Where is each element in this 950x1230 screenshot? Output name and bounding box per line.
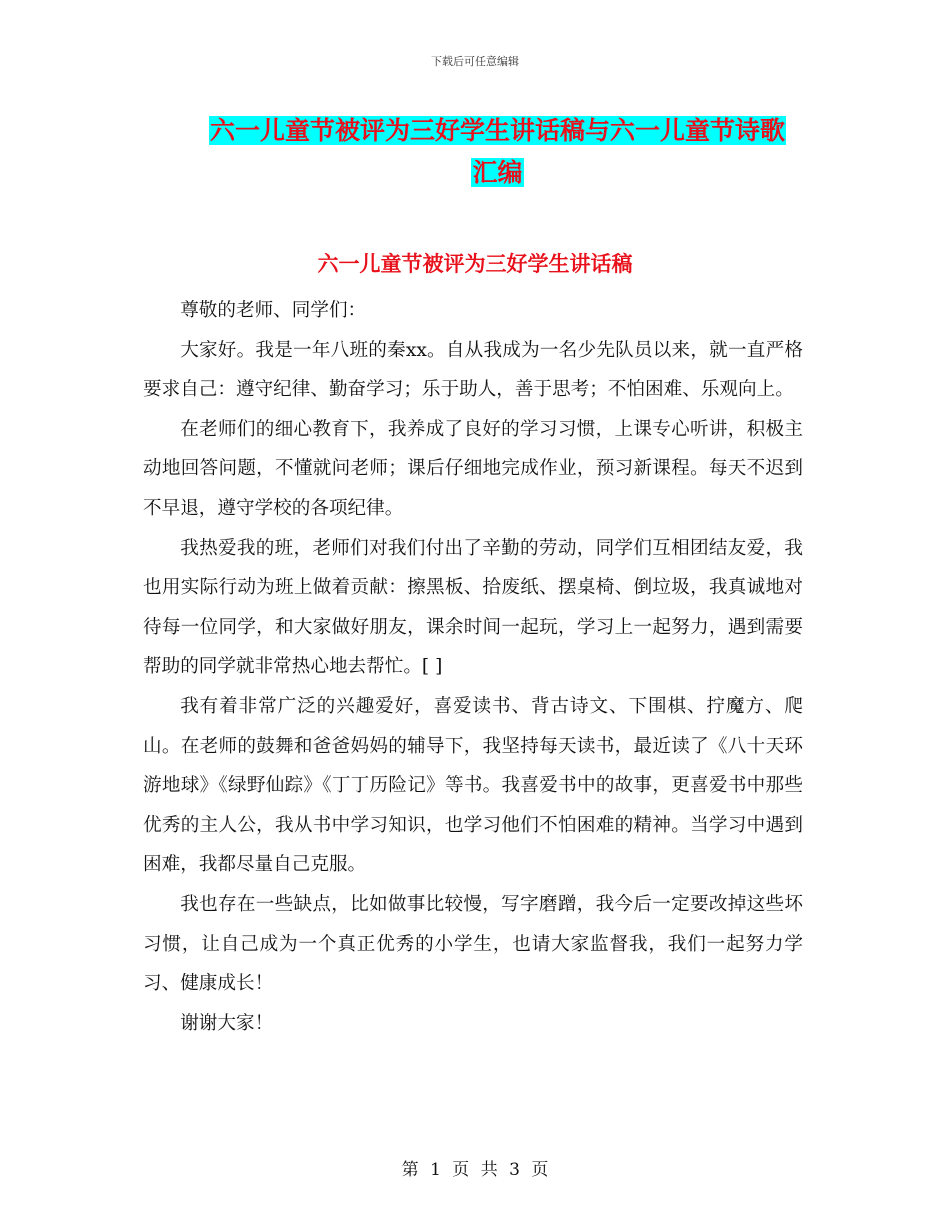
paragraph: 我热爱我的班，老师们对我们付出了辛勤的劳动，同学们互相团结友爱，我也用实际行动为班上做着贡献：擦黑板、拾废纸、摆桌椅、倒垃圾，我真诚地对待每一位同学，和大家做好朋友，课余时间一起玩，学习上一起努力，遇到需要帮助的同学就非常热心地去帮忙。[ ] (143, 537, 803, 678)
speech-body (143, 291, 803, 1043)
paragraph: 在老师们的细心教育下，我养成了良好的学习习惯，上课专心听讲，积极主动地回答问题，不懂就问老师；课后仔细地完成作业，预习新课程。每天不迟到不早退，遵守学校的各项纪律。 (143, 418, 803, 519)
paragraph: 我有着非常广泛的兴趣爱好，喜爱读书、背古诗文、下围棋、拧魔方、爬山。在老师的鼓舞和爸爸妈妈的辅导下，我坚持每天读书，最近读了《八十天环游地球》《绿野仙踪》《丁丁历险记》等书。我喜爱书中的故事，更喜爱书中那些优秀的主人公，我从书中学习知识，也学习他们不怕困难的精神。当学习中遇到困难，我都尽量自己克服。 (143, 695, 803, 876)
document-title-line-1: 六一儿童节被评为三好学生讲话稿与六一儿童节诗歌 (209, 116, 785, 145)
page-footer: 第 1 页 共 3 页 (401, 1160, 549, 1180)
paragraph: 大家好。我是一年八班的秦xx。自从我成为一名少先队员以来，就一直严格要求自己：遵守纪律、勤奋学习；乐于助人，善于思考；不怕困难、乐观向上。 (143, 339, 803, 401)
paragraph-closing: 谢谢大家！ (180, 1012, 274, 1034)
paragraph-greeting: 尊敬的老师、同学们： (180, 300, 367, 321)
document-title (145, 110, 850, 194)
section-title: 六一儿童节被评为三好学生讲话稿 (317, 252, 633, 276)
header-note: 下载后可任意编辑 (431, 55, 519, 68)
paragraph: 我也存在一些缺点，比如做事比较慢，写字磨蹭，我今后一定要改掉这些坏习惯，让自己成为一个真正优秀的小学生，也请大家监督我，我们一起努力学习、健康成长！ (143, 893, 803, 995)
document-title-line-2: 汇编 (472, 158, 523, 187)
